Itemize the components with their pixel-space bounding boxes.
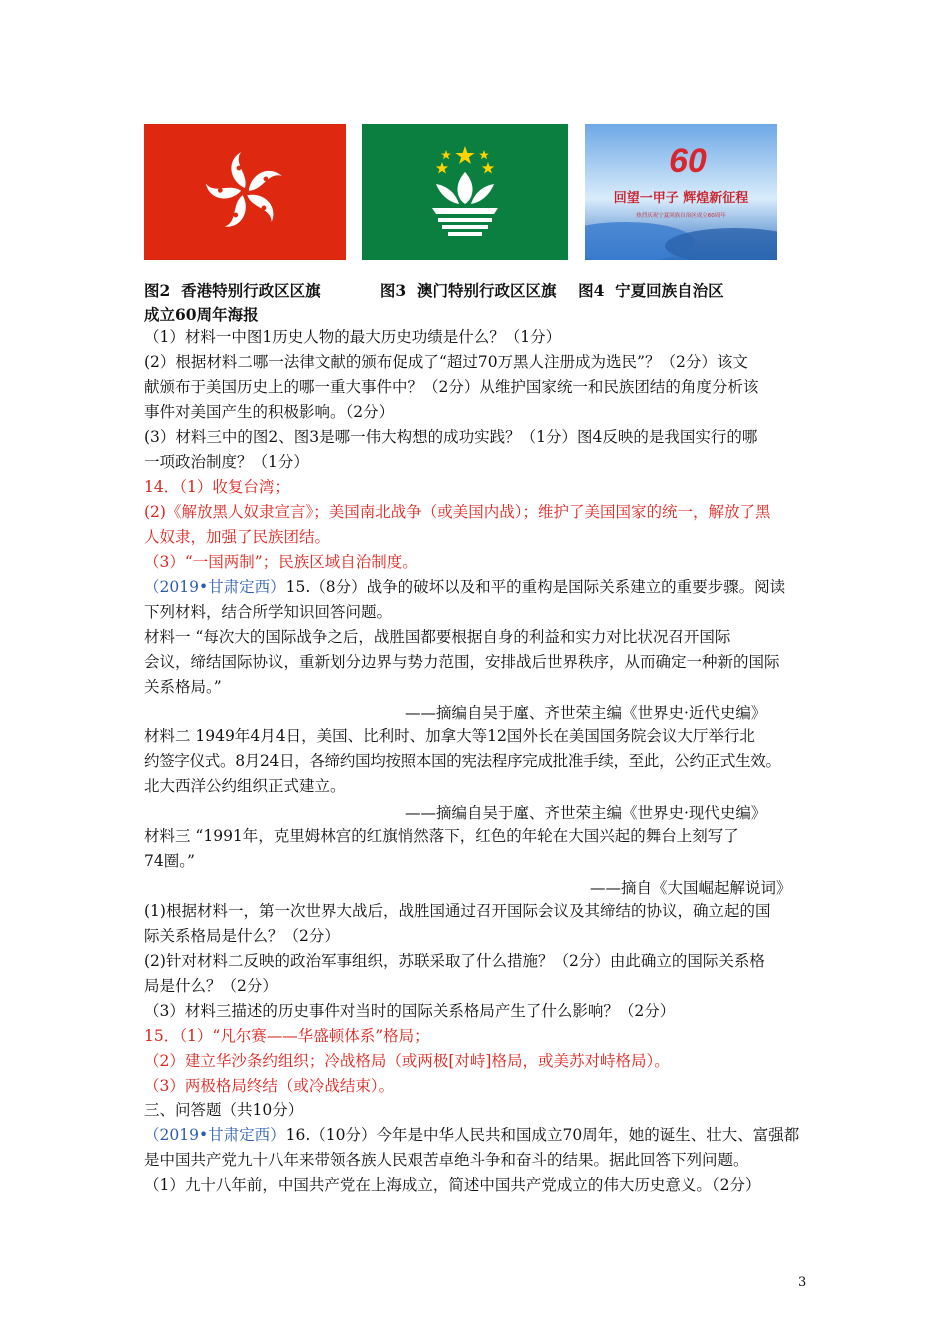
a14-line3: （3）“一国两制”；民族区域自治制度。: [144, 553, 418, 571]
q15-question-1a: (1)根据材料一，第一次世界大战后，战胜国通过召开国际会议及其缔结的协议，确立起的国: [144, 902, 771, 920]
q15-intro-text: 15.（8分）战争的破坏以及和平的重构是国际关系建立的重要步骤。阅读: [285, 578, 786, 596]
macau-flag-image: [362, 124, 568, 260]
q15-question-2a: (2)针对材料二反映的政治军事组织，苏联采取了什么措施？（2分）由此确立的国际关系格: [144, 952, 765, 970]
q15-material1-b: 会议，缔结国际协议，重新划分边界与势力范围，安排战后世界秩序，从而确定一种新的国际: [144, 653, 780, 671]
q16-source: （2019•甘肃定西）: [144, 1126, 286, 1144]
q16-intro-b: 是中国共产党九十八年来带领各族人民艰苦卓绝斗争和奋斗的结果。据此回答下列问题。: [144, 1151, 749, 1169]
q15-intro-b: 下列材料，结合所学知识回答问题。: [144, 603, 393, 621]
section-heading: 三、问答题（共10分）: [144, 1101, 304, 1119]
q15-material2-a: 材料二 1949年4月4日，美国、比利时、加拿大等12国外长在美国国务院会议大厅举行北: [144, 727, 755, 745]
q15-material3-b: 74圈。”: [144, 852, 195, 870]
q14-question-2b: 献颁布于美国历史上的哪一重大事件中？（2分）从维护国家统一和民族团结的角度分析该: [144, 378, 759, 396]
poster-badge: 60: [669, 142, 707, 180]
q14-question-3a: (3）材料三中的图2、图3是哪一伟大构想的成功实践？（1分）图4反映的是我国实行的哪: [144, 428, 758, 446]
q15-material1-a: 材料一 “每次大的国际战争之后，战胜国都要根据自身的利益和实力对比状况召开国际: [144, 628, 731, 646]
a15-line2: （2）建立华沙条约组织；冷战格局（或两极[对峙]格局，或美苏对峙格局）。: [144, 1052, 670, 1070]
q15-material3-a: 材料三 “1991年，克里姆林宫的红旗悄然落下，红色的年轮在大国兴起的舞台上刻写了: [144, 827, 739, 845]
q15-question-1b: 际关系格局是什么？（2分）: [144, 927, 340, 945]
page-number: 3: [798, 1275, 807, 1290]
q15-question-2b: 局是什么？（2分）: [144, 977, 278, 995]
q14-question-2a: (2）根据材料二哪一法律文献的颁布促成了“超过70万黑人注册成为选民”？（2分）该文: [144, 353, 748, 371]
a15-line1: 15．（1）“凡尔赛——华盛顿体系”格局；: [144, 1027, 430, 1045]
q15-intro-a: [144, 577, 785, 597]
q15-material3-source: ——摘自《大国崛起解说词》: [590, 879, 792, 897]
q14-question-3b: 一项政治制度？（1分）: [144, 453, 309, 471]
q15-material2-b: 约签字仪式。8月24日，各缔约国均按照本国的宪法程序完成批准手续，至此，公约正式生效。: [144, 752, 781, 770]
a14-line2b: 人奴隶，加强了民族团结。: [144, 528, 331, 546]
q15-material2-c: 北大西洋公约组织正式建立。: [144, 777, 346, 795]
q15-material1-c: 关系格局。”: [144, 678, 222, 696]
poster-graphic: [585, 124, 777, 260]
bauhinia-icon: [144, 124, 346, 260]
figure-caption-line1: 图2 香港特别行政区区旗 图3 澳门特别行政区区旗 图4 宁夏回族自治区: [144, 281, 724, 300]
poster-slogan: 回望一甲子 辉煌新征程: [613, 191, 749, 206]
a14-line1: 14．（1）收复台湾；: [144, 478, 290, 496]
q16-intro-a: [144, 1125, 799, 1145]
a14-line2a: (2)《解放黑人奴隶宣言》；美国南北战争（或美国内战）；维护了美国国家的统一，解放了黑: [144, 503, 771, 521]
q16-intro-text: 16.（10分）今年是中华人民共和国成立70周年，她的诞生、壮大、富强都: [285, 1126, 800, 1144]
a15-line3: （3）两极格局终结（或冷战结束）。: [144, 1077, 395, 1095]
q16-question-1: （1）九十八年前，中国共产党在上海成立，简述中国共产党成立的伟大历史意义。（2分）: [144, 1176, 761, 1194]
q14-question-1: （1）材料一中图1历史人物的最大历史功绩是什么？（1分）: [144, 328, 562, 346]
poster-subtitle: 热烈庆祝宁夏回族自治区成立60周年: [636, 213, 726, 219]
q15-material2-source: ——摘编自吴于廑、齐世荣主编《世界史·现代史编》: [405, 804, 767, 822]
lotus-icon: [362, 124, 568, 260]
q15-source: （2019•甘肃定西）: [144, 578, 286, 596]
figure-caption-line2: 成立60周年海报: [144, 305, 259, 324]
q15-material1-source: ——摘编自吴于廑、齐世荣主编《世界史·近代史编》: [405, 704, 767, 722]
q15-question-3: （3）材料三描述的历史事件对当时的国际关系格局产生了什么影响？（2分）: [144, 1002, 676, 1020]
hong-kong-flag-image: [144, 124, 346, 260]
q14-question-2c: 事件对美国产生的积极影响。（2分）: [144, 403, 395, 421]
ningxia-poster-image: [585, 124, 777, 260]
